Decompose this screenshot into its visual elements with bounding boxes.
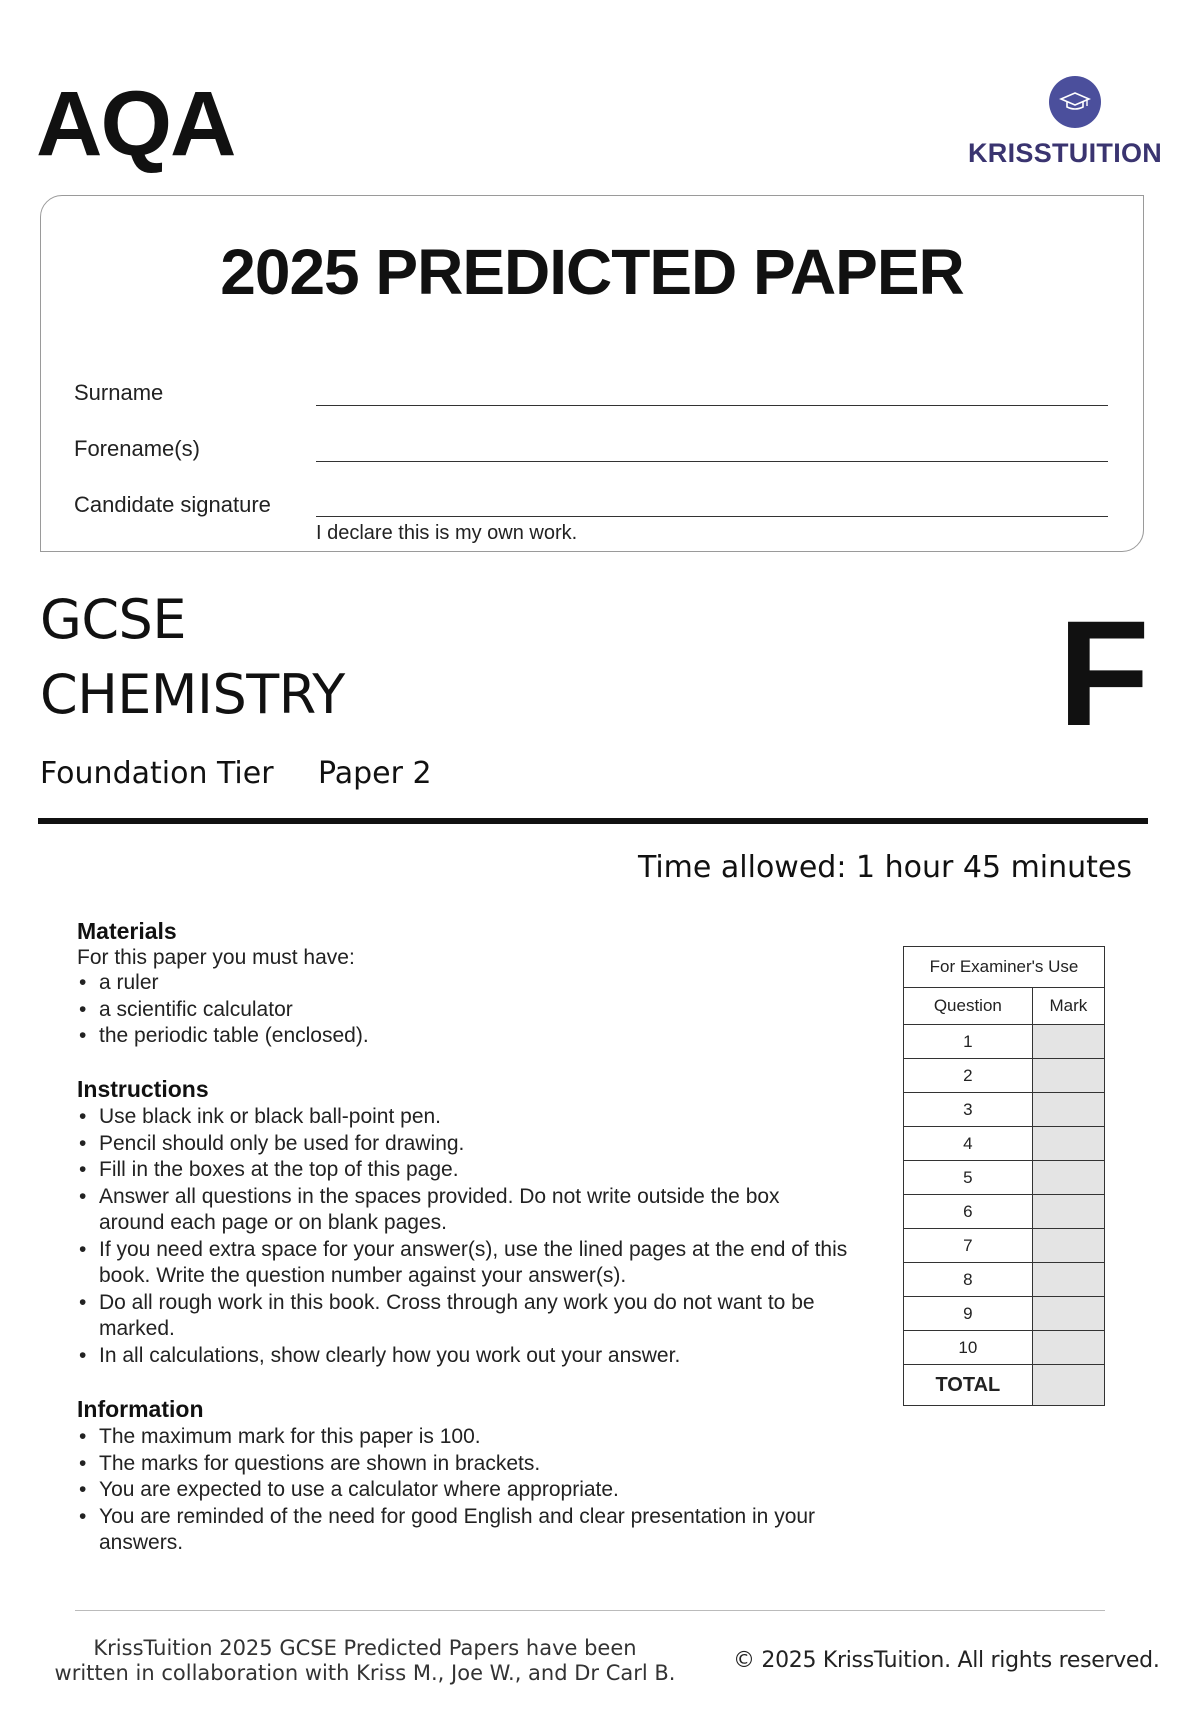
total-mark-cell[interactable] xyxy=(1032,1365,1104,1406)
footer-credits xyxy=(40,1636,690,1686)
aqa-logo: AQA xyxy=(36,73,235,175)
table-row xyxy=(904,1093,1105,1127)
list-item: • Do all rough work in this book. Cross through any work you do not want to be marked. xyxy=(77,1290,849,1343)
tier-label: Foundation Tier xyxy=(40,756,274,791)
list-item: • The maximum mark for this paper is 100. xyxy=(77,1424,822,1451)
mark-cell[interactable] xyxy=(1032,1161,1104,1195)
examiner-table-title: For Examiner's Use xyxy=(904,947,1105,988)
table-row xyxy=(904,1195,1105,1229)
paper-heading: 2025 PREDICTED PAPER xyxy=(220,236,964,308)
list-item: • a ruler xyxy=(77,970,877,997)
mark-column-header: Mark xyxy=(1032,988,1104,1025)
list-item: • Answer all questions in the spaces provided. Do not write outside the box around each page or on blank pages. xyxy=(77,1184,789,1237)
surname-field[interactable] xyxy=(316,405,1108,406)
paper-number: Paper 2 xyxy=(318,756,432,791)
information-list xyxy=(77,1424,822,1557)
list-item: • Fill in the boxes at the top of this page. xyxy=(77,1157,872,1184)
information-heading: Information xyxy=(77,1396,204,1422)
mark-cell[interactable] xyxy=(1032,1093,1104,1127)
table-row xyxy=(904,1229,1105,1263)
list-item: • The marks for questions are shown in brackets. xyxy=(77,1451,822,1478)
kt-logo-badge xyxy=(1049,76,1101,128)
declaration-text: I declare this is my own work. xyxy=(316,522,578,544)
mark-cell[interactable] xyxy=(1032,1229,1104,1263)
question-number: 7 xyxy=(904,1229,1033,1263)
list-item: • You are expected to use a calculator where appropriate. xyxy=(77,1477,822,1504)
instructions-heading: Instructions xyxy=(77,1076,209,1102)
mark-cell[interactable] xyxy=(1032,1297,1104,1331)
question-number: 8 xyxy=(904,1263,1033,1297)
mark-cell[interactable] xyxy=(1032,1331,1104,1365)
question-number: 10 xyxy=(904,1331,1033,1365)
question-column-header: Question xyxy=(904,988,1033,1025)
table-row xyxy=(904,1161,1105,1195)
materials-heading: Materials xyxy=(77,918,177,944)
table-row xyxy=(904,1263,1105,1297)
list-item: • Use black ink or black ball-point pen. xyxy=(77,1104,872,1131)
question-number: 5 xyxy=(904,1161,1033,1195)
divider xyxy=(38,818,1148,824)
list-item: • If you need extra space for your answer(s), use the lined pages at the end of this book. Write the question number against your answer(s). xyxy=(77,1237,872,1290)
footer-credits-line1: KrissTuition 2025 GCSE Predicted Papers have been xyxy=(93,1636,637,1660)
graduation-cap-icon xyxy=(1059,90,1091,114)
signature-label: Candidate signature xyxy=(74,492,271,517)
question-number: 4 xyxy=(904,1127,1033,1161)
brand-name: KRISSTUITION xyxy=(968,138,1163,168)
signature-field[interactable] xyxy=(316,516,1108,517)
qualification-title: GCSE xyxy=(40,588,186,651)
footer-copyright: © 2025 KrissTuition. All rights reserved. xyxy=(733,1648,1160,1673)
list-item: • the periodic table (enclosed). xyxy=(77,1023,877,1050)
question-number: 1 xyxy=(904,1025,1033,1059)
mark-cell[interactable] xyxy=(1032,1025,1104,1059)
subject-title: CHEMISTRY xyxy=(40,663,345,726)
total-row xyxy=(904,1365,1105,1406)
table-row xyxy=(904,1127,1105,1161)
table-row xyxy=(904,1297,1105,1331)
list-item: • In all calculations, show clearly how you work out your answer. xyxy=(77,1343,872,1370)
question-number: 3 xyxy=(904,1093,1033,1127)
time-allowed: Time allowed: 1 hour 45 minutes xyxy=(637,850,1132,885)
question-number: 9 xyxy=(904,1297,1033,1331)
mark-cell[interactable] xyxy=(1032,1263,1104,1297)
table-row xyxy=(904,1059,1105,1093)
table-row xyxy=(904,1331,1105,1365)
list-item: • a scientific calculator xyxy=(77,997,877,1024)
question-number: 6 xyxy=(904,1195,1033,1229)
total-label: TOTAL xyxy=(904,1365,1033,1406)
forenames-label: Forename(s) xyxy=(74,436,200,461)
materials-list xyxy=(77,970,877,1050)
footer-divider xyxy=(75,1610,1105,1611)
forenames-field[interactable] xyxy=(316,461,1108,462)
question-number: 2 xyxy=(904,1059,1033,1093)
table-row xyxy=(904,1025,1105,1059)
surname-label: Surname xyxy=(74,380,164,405)
list-item: • You are reminded of the need for good English and clear presentation in your answers. xyxy=(77,1504,822,1557)
examiner-use-table xyxy=(903,946,1105,1406)
tier-letter: F xyxy=(1058,589,1150,757)
instructions-list xyxy=(77,1104,872,1369)
mark-cell[interactable] xyxy=(1032,1059,1104,1093)
materials-intro: For this paper you must have: xyxy=(77,946,355,969)
mark-cell[interactable] xyxy=(1032,1195,1104,1229)
footer-credits-line2: written in collaboration with Kriss M., Joe W., and Dr Carl B. xyxy=(54,1661,676,1685)
mark-cell[interactable] xyxy=(1032,1127,1104,1161)
list-item: • Pencil should only be used for drawing. xyxy=(77,1131,872,1158)
